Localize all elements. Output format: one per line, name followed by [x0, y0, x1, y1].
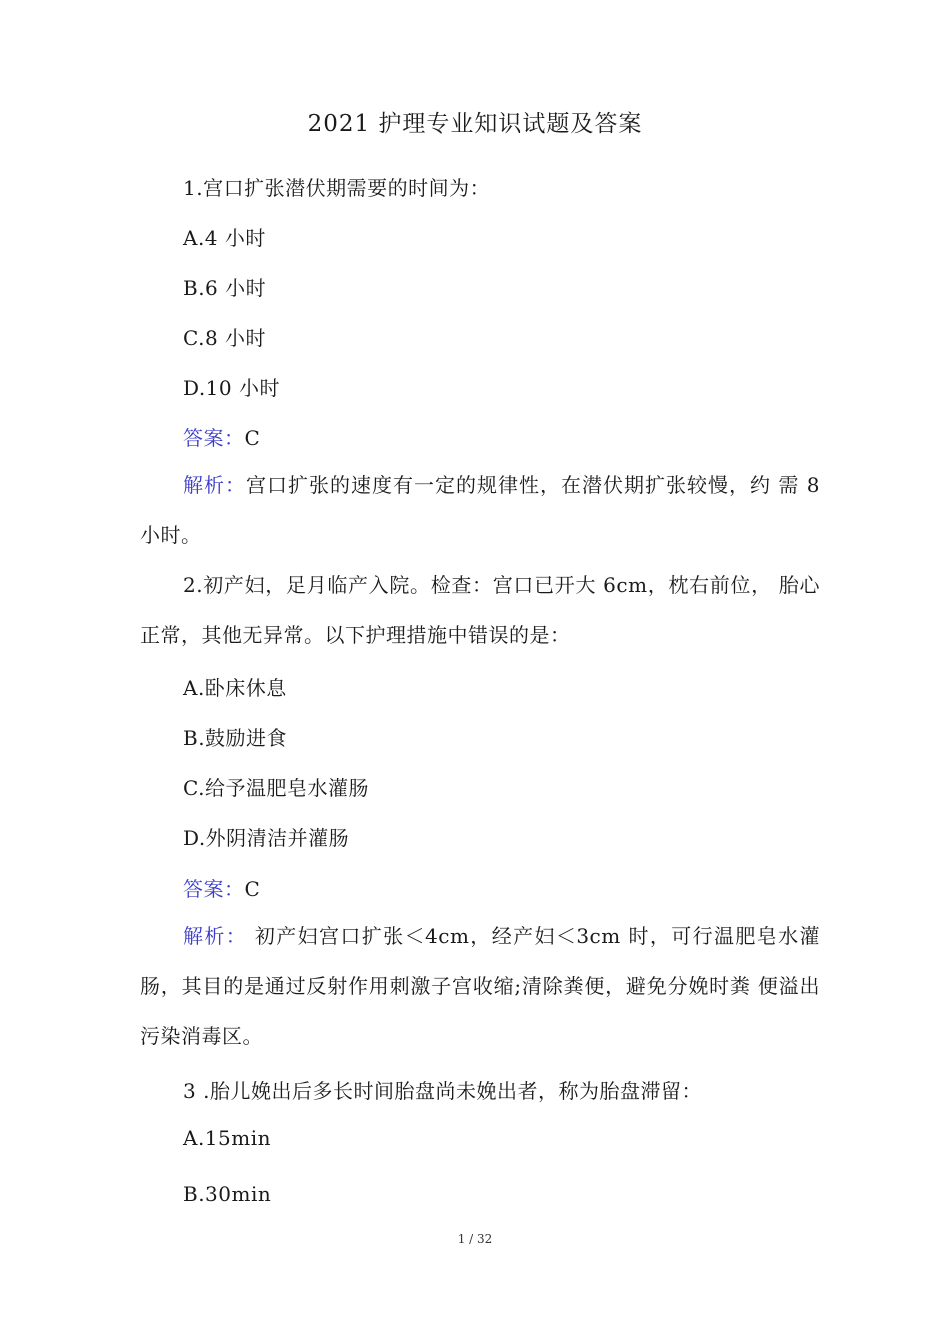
question-1-analysis: [140, 460, 820, 560]
question-1-option-a: A.4 小时: [183, 226, 266, 250]
page-indicator: 1 / 32: [457, 1232, 493, 1246]
answer-value: C: [244, 426, 261, 450]
analysis-text: 初产妇宫口扩张＜4cm，经产妇＜3cm 时，可行温肥皂水灌肠，其目的是通过反射作用刺激子宫收缩;清除粪便，避免分娩时粪 便溢出污染消毒区。: [140, 924, 820, 1048]
question-3-stem: 3 .胎儿娩出后多长时间胎盘尚未娩出者，称为胎盘滞留：: [183, 1079, 702, 1103]
question-2-option-c: C.给予温肥皂水灌肠: [183, 776, 369, 800]
question-2-stem: 2.初产妇，足月临产入院。检查：宫口已开大 6cm，枕右前位， 胎心正常，其他无异常。以下护理措施中错误的是：: [140, 573, 820, 647]
question-2-option-d: D.外阴清洁并灌肠: [183, 826, 350, 850]
analysis-label: 解析：: [183, 473, 247, 497]
question-1-option-c: C.8 小时: [183, 326, 267, 350]
question-2-answer: [183, 873, 260, 902]
analysis-label: 解析：: [183, 924, 248, 948]
analysis-text: 宫口扩张的速度有一定的规律性，在潜伏期扩张较慢，约 需 8 小时。: [140, 473, 820, 547]
question-2-option-a: A.卧床休息: [183, 676, 287, 700]
answer-label: 答案：: [183, 877, 245, 901]
question-3-option-b: B.30min: [183, 1182, 272, 1206]
question-2-analysis: [140, 911, 820, 1061]
document-title: 2021 护理专业知识试题及答案: [307, 111, 643, 137]
question-1-option-d: D.10 小时: [183, 376, 280, 400]
question-1-option-b: B.6 小时: [183, 276, 267, 300]
question-1-answer: [183, 422, 260, 451]
question-1-stem: 1.宫口扩张潜伏期需要的时间为：: [183, 176, 491, 200]
answer-label: 答案：: [183, 426, 245, 450]
question-2-option-b: B.鼓励进食: [183, 726, 288, 750]
answer-value: C: [244, 877, 261, 901]
question-3-option-a: A.15min: [183, 1126, 271, 1150]
